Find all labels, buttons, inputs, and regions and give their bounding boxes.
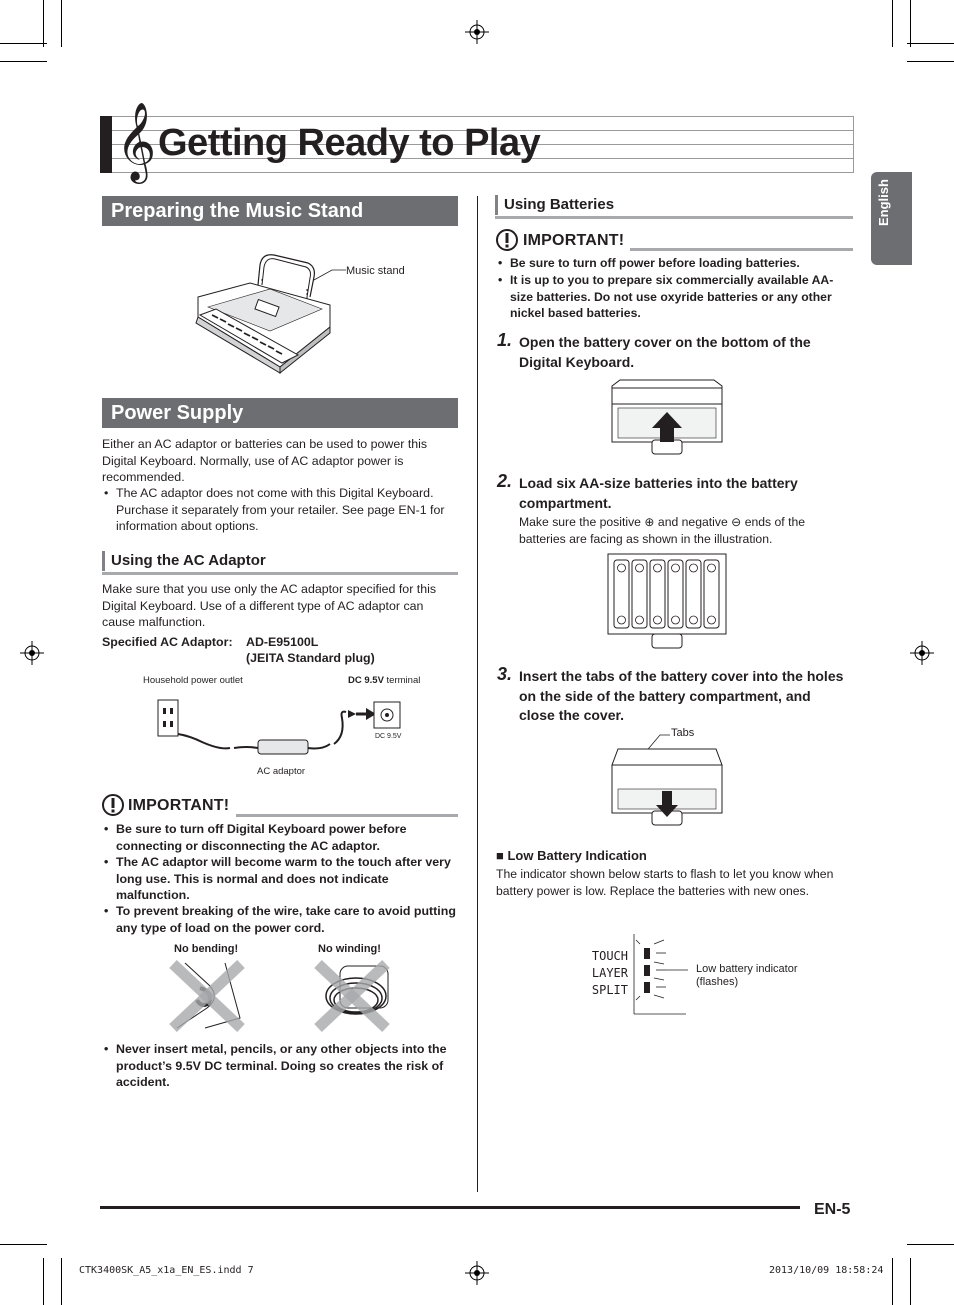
music-stand-callout: Music stand [346,265,405,277]
important-icon [102,794,124,816]
crop-mark [61,0,62,47]
page-number: EN-5 [814,1201,851,1218]
crop-mark [43,0,44,47]
important-icon [496,229,518,251]
staff-end [853,116,854,173]
jack-label: DC 9.5V [375,733,402,740]
no-winding-illustration [310,958,395,1033]
important-item: • The AC adaptor will become warm to the touch after very long use. This is normal and does not indicate malfunction. [102,854,458,904]
footer-rule [100,1206,800,1209]
column-divider [477,196,478,1192]
crop-mark [0,61,47,62]
power-intro: Either an AC adaptor or batteries can be used to power this Digital Keyboard. Normally, use of AC adaptor power is recommended. [102,437,428,484]
battery-important-item: • Be sure to turn off power before loading batteries. [496,255,853,272]
battery-cover-close-illustration [608,733,726,829]
batteries-heading: Using Batteries [495,195,614,215]
no-bending-illustration [165,958,250,1033]
heading-rule [102,572,458,575]
no-bending-caption: No bending! [174,943,239,955]
title-bar [100,116,112,173]
adaptor-caption: AC adaptor [257,766,306,777]
step-number: 2. [497,471,513,491]
crop-mark [907,1244,954,1245]
print-slug-right: 2013/10/09 18:58:24 [769,1265,884,1276]
important-label: IMPORTANT! [523,232,625,249]
page-title: Getting Ready to Play [158,122,541,164]
crop-mark [892,1258,893,1305]
step-text: Load six AA-size batteries into the battery compartment. [519,475,798,511]
crop-mark [910,0,911,47]
crop-mark [892,0,893,47]
battery-important-item: • It is up to you to prepare six commercially available AA-size batteries. Do not use oxyride batteries or any other nickel based batteries. [496,272,853,322]
step-number: 3. [497,664,513,684]
registration-mark-icon [910,641,934,665]
dc-terminal-caption [348,675,420,686]
dc-terminal-caption-bold: DC 9.5V [348,675,384,686]
lcd-split: SPLIT [591,983,628,997]
crop-mark [907,61,954,62]
registration-mark-icon [20,641,44,665]
language-tab [871,172,912,265]
crop-mark [910,1258,911,1305]
ac-adaptor-text: Make sure that you use only the AC adaptor specified for this Digital Keyboard. Use of a different type of AC adaptor can cause malfunction. [102,582,437,629]
low-battery-caption-2: (flashes) [696,976,739,988]
important-label: IMPORTANT! [128,797,230,814]
registration-mark-icon [465,20,489,44]
important-item: • Be sure to turn off Digital Keyboard power before connecting or disconnecting the AC adaptor. [102,821,458,854]
important-rule [236,814,458,817]
low-battery-text: The indicator shown below starts to flash to let you know when battery power is low. Replace the batteries with new ones. [496,867,834,898]
lcd-touch: TOUCH [591,949,628,963]
battery-compartment-illustration [606,550,728,652]
important-item-last: • Never insert metal, pencils, or any other objects into the product’s 9.5V DC terminal. Doing so creates the risk of accident. [102,1041,458,1091]
outlet-caption: Household power outlet [143,675,243,686]
low-battery-heading-text: Low Battery Indication [507,848,647,863]
no-winding-caption: No winding! [318,943,381,955]
step-note: Make sure the positive ⊕ and negative ⊖ ends of the batteries are facing as shown in the illustration. [519,515,806,546]
tabs-caption: Tabs [671,727,695,739]
step-text: Insert the tabs of the battery cover into the holes on the side of the battery compartment, and close the cover. [519,668,844,723]
heading-rule [495,216,853,219]
language-tab-label: English [876,179,891,226]
step-text: Open the battery cover on the bottom of the Digital Keyboard. [519,334,811,370]
staff-line [112,116,853,117]
lcd-indicators [586,948,628,999]
crop-mark [0,43,47,44]
crop-mark [43,1258,44,1305]
lcd-layer: LAYER [591,966,628,980]
square-bullet-icon: ■ [496,848,508,863]
dc-terminal-caption-rest: terminal [383,675,421,686]
step-number: 1. [497,330,513,350]
power-bullet: • The AC adaptor does not come with this Digital Keyboard. Purchase it separately from your retailer. See page EN-1 for information about options. [102,485,458,535]
lcd-frame [628,930,690,1020]
music-stand-heading: Preparing the Music Stand [102,196,458,226]
low-battery-heading [496,848,647,863]
battery-cover-open-illustration [608,378,726,460]
ac-adaptor-heading: Using the AC Adaptor [102,551,266,571]
important-rule [630,248,853,251]
spec-label: Specified AC Adaptor: [102,635,233,649]
staff-line [112,172,853,173]
callout-line [312,262,348,282]
power-supply-heading: Power Supply [102,398,458,428]
registration-mark-icon [465,1261,489,1285]
spec-plug: (JEITA Standard plug) [246,651,375,665]
ac-adaptor-illustration [150,688,410,768]
low-battery-caption-1: Low battery indicator [696,963,798,975]
crop-mark [907,43,954,44]
treble-clef-icon: 𝄞 [116,102,157,181]
print-slug-left: CTK3400SK_A5_x1a_EN_ES.indd 7 [79,1265,254,1276]
crop-mark [0,1244,47,1245]
spec-model: AD-E95100L [246,635,319,649]
crop-mark [61,1258,62,1305]
important-item: • To prevent breaking of the wire, take care to avoid putting any type of load on the power cord. [102,903,458,936]
